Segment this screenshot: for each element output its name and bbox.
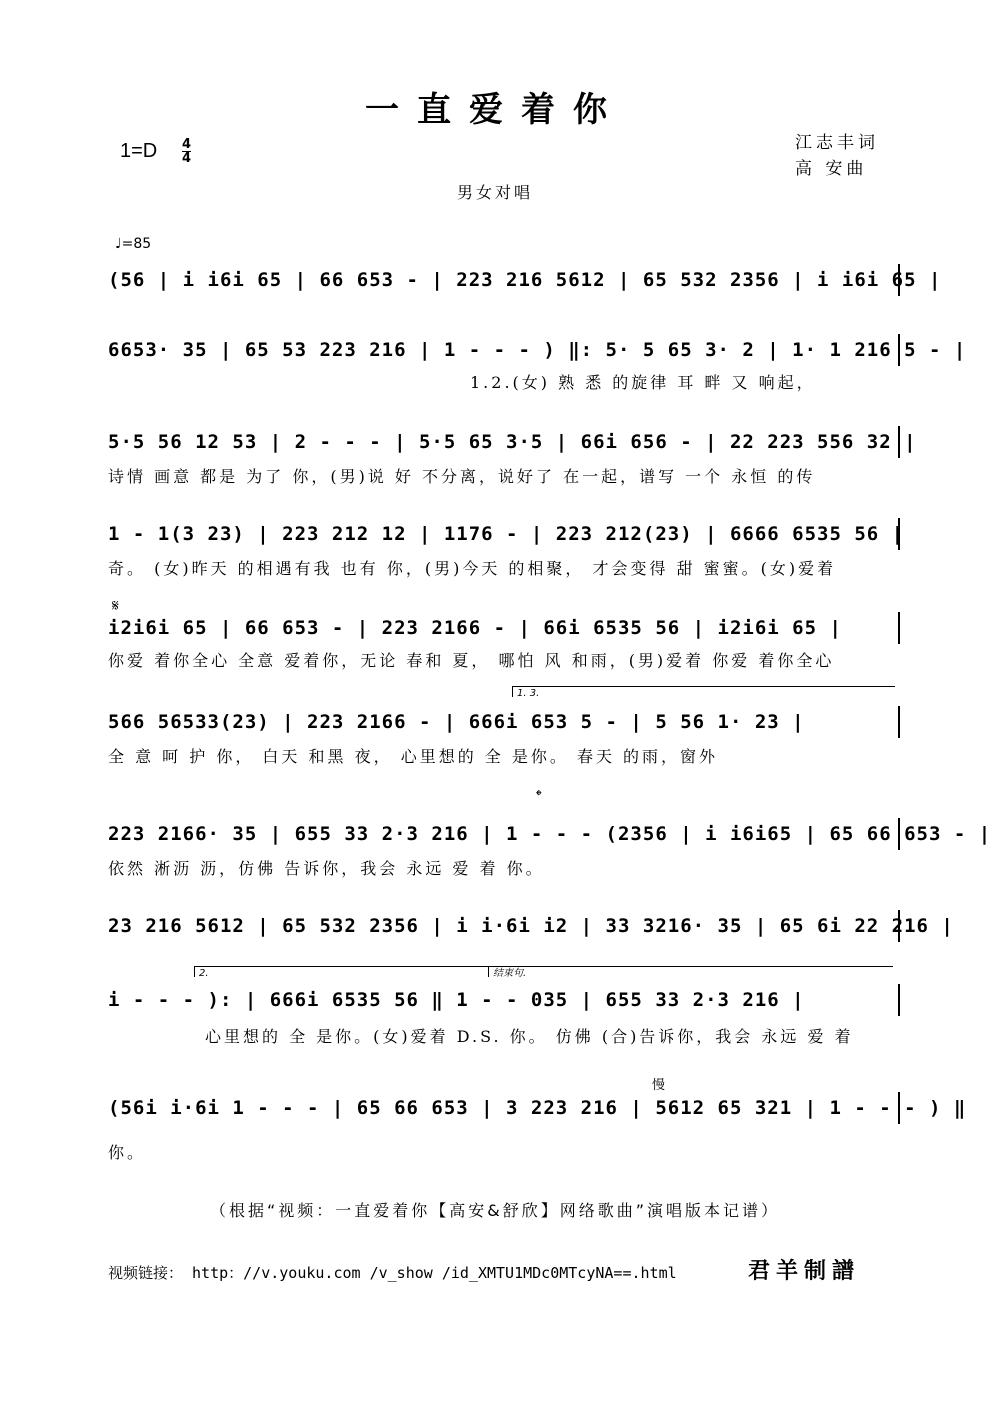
time-signature-top: 4 [182, 137, 192, 152]
score-row-6-notes: 566 56533(23) | 223 2166 - | 666i 653 5 - | 5 56 1· 23 | [108, 706, 900, 738]
score-row-1-notes: (56 | i i6i 65 | 66 653 - | 223 216 5612 | 65 532 2356 | i i6i 65 | [108, 264, 900, 296]
score-row-10-lyrics: 你。 [108, 1143, 147, 1162]
slow-marking: 慢 [652, 1078, 666, 1093]
score-row-2-notes: 6653· 35 | 65 53 223 216 | 1 - - - ) ‖: 5· 5 65 3· 2 | 1· 1 216 5 - | [108, 334, 900, 366]
score-row-7-lyrics: 依然 淅沥 沥，仿佛 告诉你，我会 永远 爱 着 你。 [108, 859, 545, 878]
score-row-6-lyrics: 全 意 呵 护 你， 白天 和黑 夜， 心里想的 全 是你。 春天 的雨，窗外 [108, 747, 719, 766]
volta-1-3: 1. 3. [512, 686, 895, 697]
score-row-9-lyrics: 心里想的 全 是你。(女)爱着 D.S. 你。 仿佛 (合)告诉你，我会 永远 爱 着 [205, 1027, 854, 1046]
song-title: 一直爱着你 [365, 90, 625, 130]
coda-sign: 𝄌 [536, 786, 542, 805]
score-row-5-notes: i2i6i 65 | 66 653 - | 223 2166 - | 66i 6535 56 | i2i6i 65 | [108, 612, 900, 644]
transcriber-seal: 君羊制譜 [748, 1258, 861, 1284]
score-row-10-notes: (56i i·6i 1 - - - | 65 66 653 | 3 223 216 | 5612 65 321 | 1 - - - ) ‖ [108, 1092, 900, 1124]
source-note: （根据“视频：一直爱着你【高安&舒欣】网络歌曲”演唱版本记谱） [209, 1201, 781, 1220]
score-row-7-notes: 223 2166· 35 | 655 33 2·3 216 | 1 - - - (2356 | i i6i65 | 65 66 653 - | [108, 818, 900, 850]
score-row-9-notes: i - - - ): | 666i 6535 56 ‖ 1 - - 035 | 655 33 2·3 216 | [108, 984, 900, 1016]
score-row-4-lyrics: 奇。 (女)昨天 的相遇有我 也有 你，(男)今天 的相聚， 才会变得 甜 蜜蜜。(女)爱着 [108, 559, 837, 578]
score-row-4-notes: 1 - 1(3 23) | 223 212 12 | 1176 - | 223 212(23) | 6666 6535 56 | [108, 518, 900, 550]
lyricist-credit: 江志丰词 [795, 133, 879, 153]
time-signature-bottom: 4 [182, 151, 192, 166]
score-row-3-lyrics: 诗情 画意 都是 为了 你，(男)说 好 不分离，说好了 在一起，谱写 一个 永恒 的传 [108, 467, 816, 486]
composer-credit: 高 安曲 [795, 159, 868, 179]
performance-note: 男女对唱 [456, 183, 533, 202]
score-row-3-notes: 5·5 56 12 53 | 2 - - - | 5·5 65 3·5 | 66i 656 - | 22 223 556 32 | [108, 426, 900, 458]
volta-2: 2. [194, 966, 489, 977]
time-signature [182, 138, 191, 165]
video-link[interactable]: 视频链接： http：//v.youku.com /v_show /id_XMTU1MDc0MTcyNA==.html [108, 1264, 677, 1282]
segno-sign: 𝄋 [112, 596, 119, 615]
score-row-5-lyrics: 你爱 着你全心 全意 爱着你，无论 春和 夏， 哪怕 风 和雨，(男)爱着 你爱 着你全心 [108, 651, 835, 670]
score-row-2-lyrics: 1.2.(女) 熟 悉 的旋律 耳 畔 又 响起， [470, 373, 816, 392]
score-row-8-notes: 23 216 5612 | 65 532 2356 | i i·6i i2 | 33 3216· 35 | 65 6i 22 216 | [108, 910, 900, 942]
key-signature: 1=D [120, 140, 158, 162]
tempo-marking: ♩=85 [115, 236, 152, 252]
ending-label: 结束句. [488, 966, 893, 977]
